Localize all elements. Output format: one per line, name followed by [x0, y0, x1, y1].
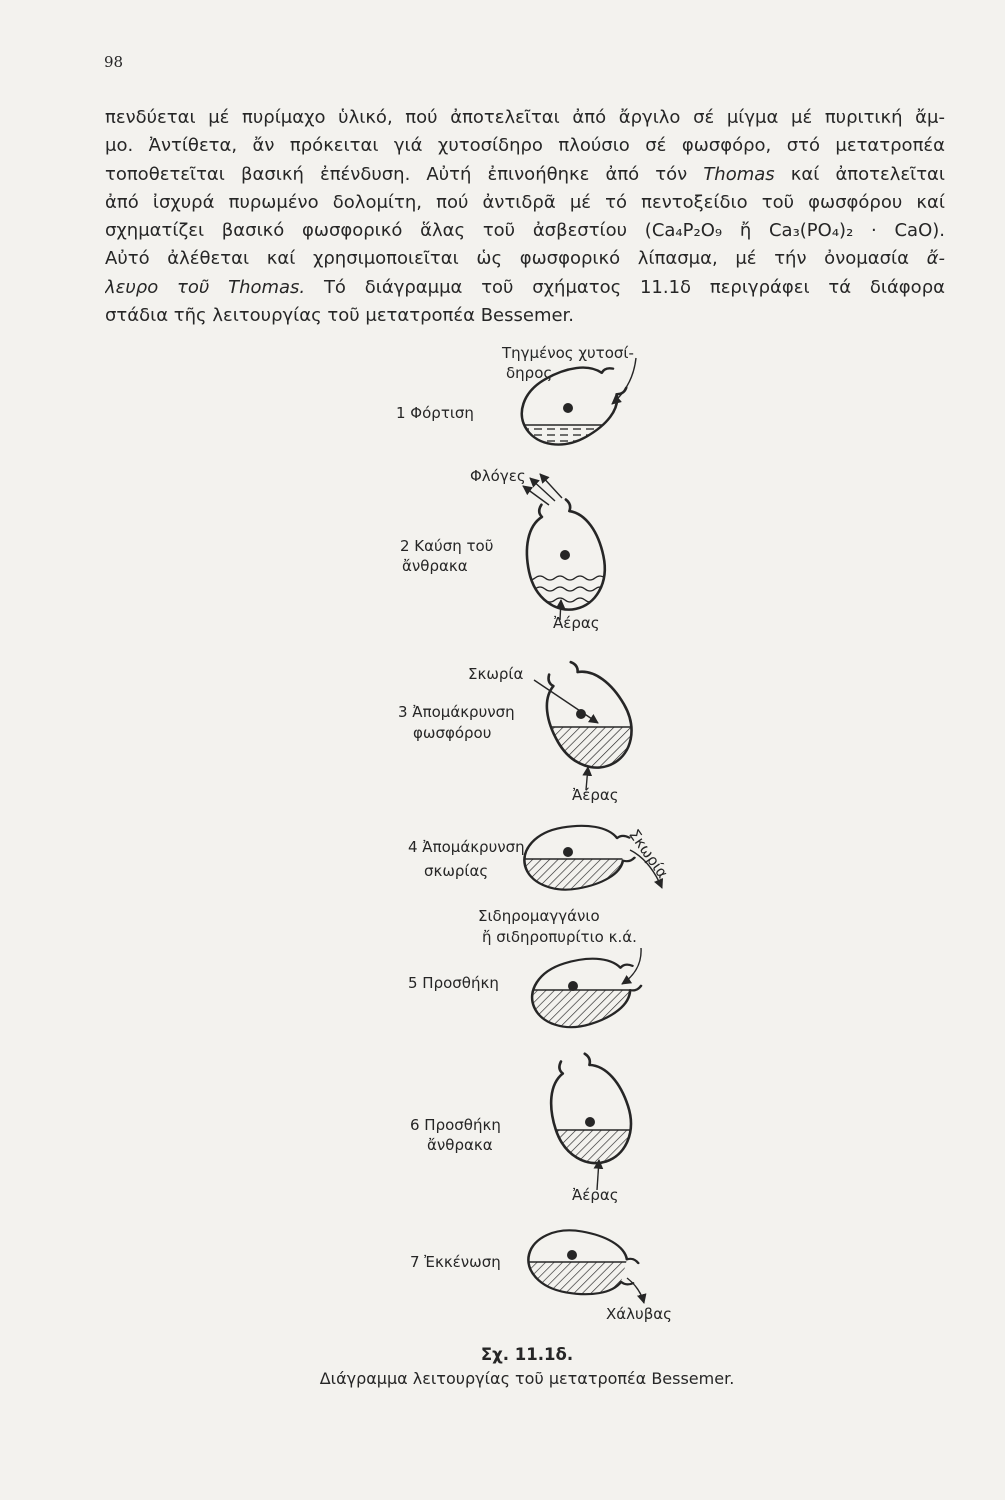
text-segment: μο. Ἀντίθετα, ἄν πρόκειται γιά χυτοσίδηρο πλούσιο σέ φωσφόρο, στό μετατροπέα [105, 135, 945, 157]
stage-2-label: 2 Καύση τοῦ [400, 537, 494, 555]
stage-7-label: 7 Ἐκκένωση [410, 1253, 501, 1271]
flames-label: Φλόγες [470, 467, 526, 485]
hatched-bath [510, 859, 650, 909]
italic-term: ἄ- [926, 248, 945, 270]
trunnion-dot [568, 981, 578, 991]
hatched-bath [520, 990, 660, 1040]
italic-term: λευρο τοῦ Thomas. [105, 276, 306, 298]
converter-stage-4 [510, 817, 650, 909]
molten-iron-fill [500, 425, 650, 465]
stage-4-label-cont: σκωρίας [424, 862, 489, 880]
italic-name: Thomas [703, 163, 775, 185]
additive-label-cont: ἤ σιδηροπυρίτιο κ.ά. [482, 928, 637, 946]
slag-arrow-stage-3 [534, 680, 598, 723]
text-segment: τοποθετεῖται βασική ἐπένδυση. Αὐτή ἐπινοήθηκε ἀπό τόν [105, 163, 704, 185]
molten-iron-label: Τηγμένος χυτοσί- [502, 344, 634, 362]
stage-1-label: 1 Φόρτιση [396, 404, 474, 422]
slag-label-stage-3: Σκωρία [468, 665, 524, 683]
converter-stage-6 [530, 1046, 660, 1180]
steel-label: Χάλυβας [606, 1305, 672, 1323]
trunnion-dot [585, 1117, 595, 1127]
trunnion-dot [563, 403, 573, 413]
stage-5-label: 5 Προσθήκη [408, 974, 499, 992]
converter-stage-7 [515, 1224, 655, 1312]
trunnion-dot [567, 1250, 577, 1260]
text-segment: στάδια τῆς λειτουργίας τοῦ μετατροπέα Bessemer. [105, 305, 575, 327]
trunnion-dot [560, 550, 570, 560]
text-segment: Τό διάγραμμα τοῦ σχήματος 11.1δ περιγράφει τά διάφορα [305, 276, 945, 298]
figure-caption: Διάγραμμα λειτουργίας τοῦ μετατροπέα Bessemer. [319, 1369, 735, 1388]
text-segment: πενδύεται μέ πυρίμαχο ὑλικό, πού ἀποτελεῖται ἀπό ἄργιλο σέ μίγμα μέ πυριτική ἄμ- [105, 107, 945, 128]
air-label-stage-2: Ἀέρας [553, 614, 600, 632]
charge-arrow [612, 358, 636, 404]
molten-iron-label-cont: δηρος [506, 364, 553, 382]
stage-4-label: 4 Ἀπομάκρυνση [408, 838, 525, 856]
steel-out-arrow [627, 1278, 644, 1303]
stage-3-label: 3 Ἀπομάκρυνση [398, 703, 515, 721]
slag-label-stage-4: Σκωρία [625, 826, 672, 882]
stage-6-label: 6 Προσθήκη [410, 1116, 501, 1134]
page-number: 98 [104, 53, 124, 71]
figure-number: Σχ. 11.1δ. [480, 1345, 574, 1364]
converter-stage-5 [520, 945, 660, 1040]
text-segment: σχηματίζει βασικό φωσφορικό ἅλας τοῦ ἀσβεστίου (Ca₄P₂O₉ ἤ Ca₃(PO₄)₂ · CaO). [105, 220, 945, 242]
flames-arrows [523, 474, 562, 505]
text-segment: Αὐτό ἀλέθεται καί χρησιμοποιεῖται ὡς φωσφορικό λίπασμα, μέ τήν ὀνομασία [105, 248, 927, 270]
hatched-bath [530, 1130, 660, 1180]
hatched-bath [520, 727, 660, 787]
trunnion-dot [563, 847, 573, 857]
air-label-stage-6: Ἀέρας [572, 1186, 619, 1204]
text-segment: καί ἀποτελεῖται [774, 163, 945, 185]
stage-2-label-cont: ἄνθρακα [402, 557, 468, 575]
text-segment: ἀπό ἰσχυρά πυρωμένο δολομίτη, πού ἀντιδρᾶ μέ τό πεντοξείδιο τοῦ φωσφόρου καί [105, 191, 945, 213]
stage-3-label-cont: φωσφόρου [413, 724, 492, 742]
additive-label: Σιδηρομαγγάνιο [478, 907, 600, 925]
stage-6-label-cont: ἄνθρακα [427, 1136, 493, 1154]
air-label-stage-3: Ἀέρας [572, 786, 619, 804]
converter-stage-2 [515, 494, 615, 616]
